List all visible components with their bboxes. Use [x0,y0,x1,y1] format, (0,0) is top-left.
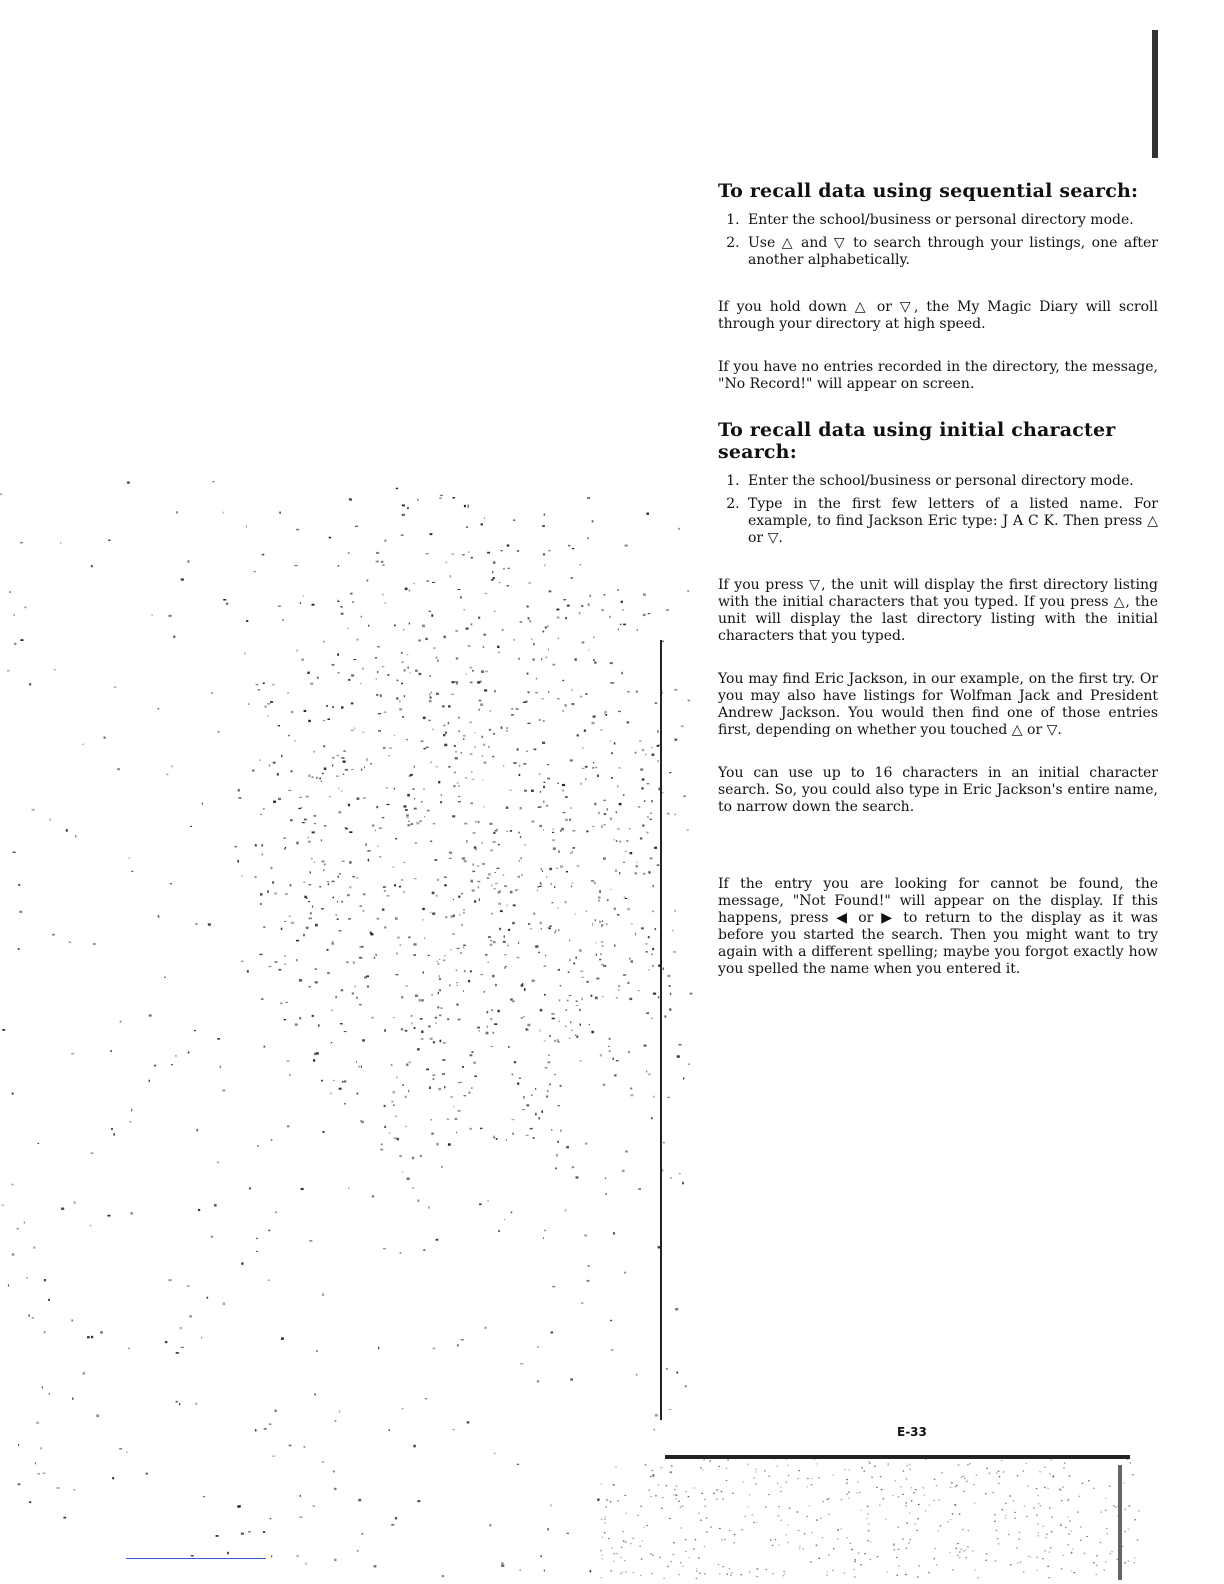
paragraph: If you hold down △ or ▽, the My Magic Diary will scroll through your directory at high speed. [718,299,1158,332]
paragraph: If you have no entries recorded in the directory, the message, "No Record!" will appear on screen. [718,359,1158,392]
steps-list [718,212,1158,269]
manual-page-content [718,180,1158,1004]
sequential-search-section [718,180,1158,393]
page-number: E-33 [897,1425,927,1439]
scan-edge-mark-bottom [1118,1465,1122,1580]
paragraph: If you press ▽, the unit will display the first directory listing with the initial characters that you typed. If you press △, the unit will display the last directory listing with the initial characters that you typed. [718,577,1158,644]
step-item: 1. Enter the school/business or personal directory mode. [744,473,1158,490]
paragraph: If the entry you are looking for cannot be found, the message, "Not Found!" will appear on the display. If this happens, press ◀ or ▶ to return to the display as it was before you started the search. Then you might want to try again with a different spelling; maybe you forgot exactly how you spelled the name when you entered it. [718,876,1158,977]
steps-list [718,473,1158,547]
step-item: 2. Type in the first few letters of a listed name. For example, to find Jackson Eric type: J A C K. Then press △ or ▽. [744,496,1158,547]
link-underline[interactable] [126,1558,266,1559]
page-fold-line [660,640,692,1420]
bottom-rule [665,1455,1130,1459]
paragraph: You may find Eric Jackson, in our example, on the first try. Or you may also have listings for Wolfman Jack and President Andrew Jackson. You would then find one of those entries first, depending on whether you touched △ or ▽. [718,671,1158,738]
scan-edge-mark [1152,30,1158,158]
section-heading: To recall data using sequential search: [718,180,1139,202]
step-item: 1. Enter the school/business or personal directory mode. [744,212,1158,229]
step-item: 2. Use △ and ▽ to search through your listings, one after another alphabetically. [744,235,1158,269]
section-heading: To recall data using initial character search: [718,419,1116,463]
initial-character-search-section [718,419,1158,978]
paragraph: You can use up to 16 characters in an initial character search. So, you could also type in Eric Jackson's entire name, to narrow down the search. [718,765,1158,815]
